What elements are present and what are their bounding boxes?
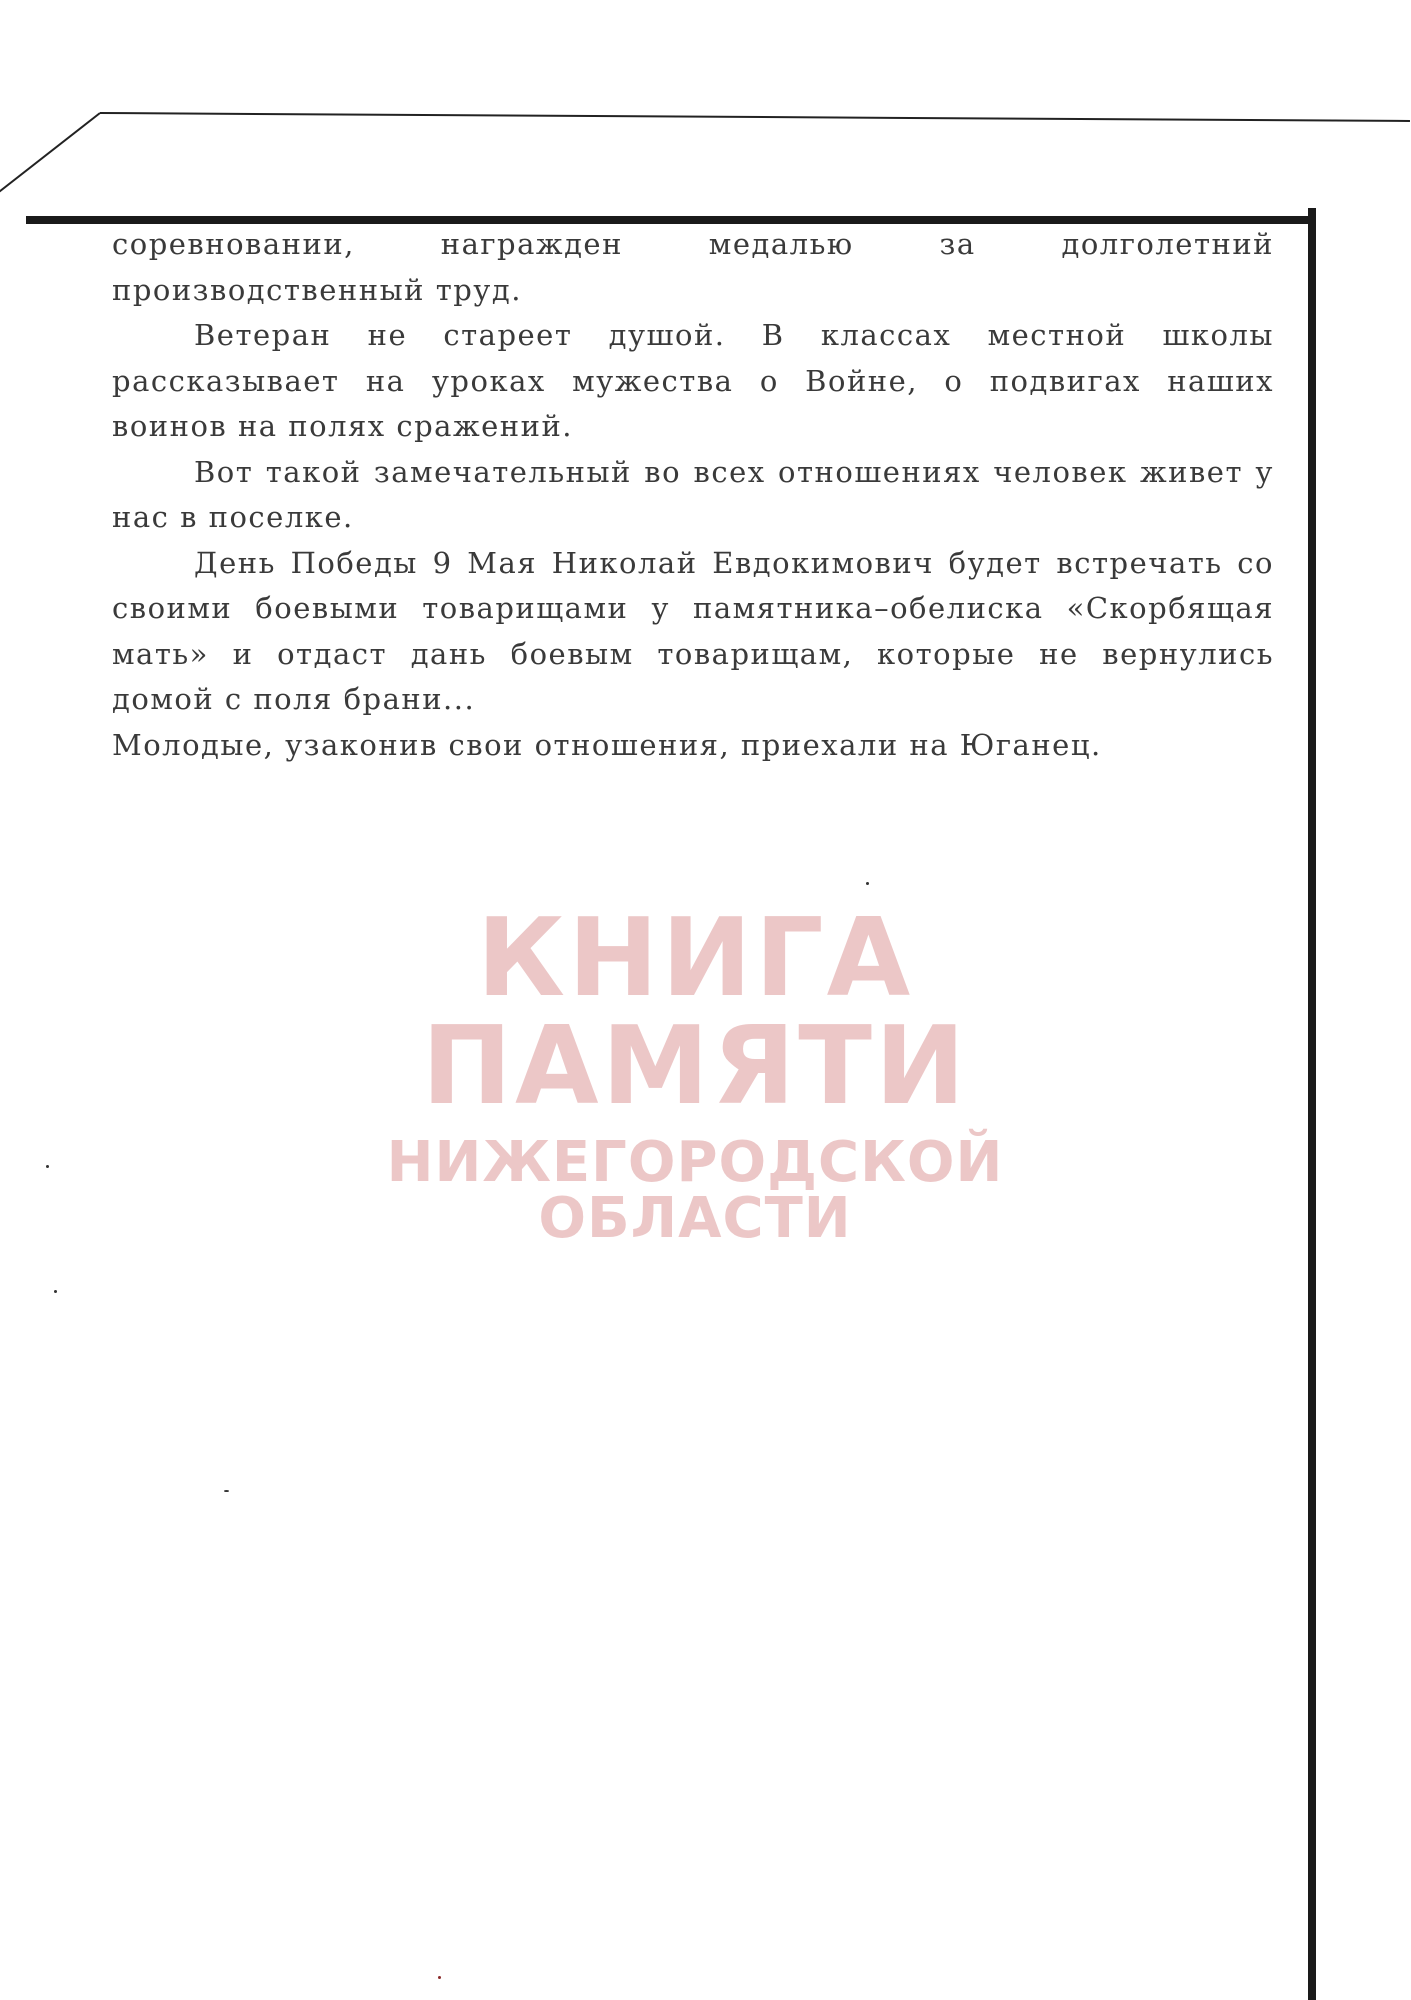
paragraph-1: соревновании, награжден медалью за долголетний производственный труд. xyxy=(112,227,1274,307)
document-text xyxy=(112,222,1274,768)
paragraph-2: Ветеран не стареет душой. В классах местной школы рассказывает на уроках мужества о Войне, о подвигах наших воинов на полях сражений. xyxy=(112,318,1274,443)
page-top-edge xyxy=(100,112,1410,122)
scan-speck xyxy=(46,1165,49,1168)
paragraph-4: День Победы 9 Мая Николай Евдокимович будет встречать со своими боевыми товарищами у памятника–обелиска «Скорбящая мать» и отдаст дань боевым товарищам, которые не вернулись домой с поля брани... xyxy=(112,545,1274,716)
page-corner-fold xyxy=(0,112,101,200)
scan-speck xyxy=(54,1290,57,1293)
frame-right-border xyxy=(1308,208,1316,2000)
paragraph-3: Вот такой замечательный во всех отношениях человек живет у нас в поселке. xyxy=(112,454,1274,534)
watermark xyxy=(230,896,1160,1251)
scan-speck xyxy=(438,1976,441,1979)
paragraph-5: Молодые, узаконив свои отношения, приехали на Юганец. xyxy=(112,727,1102,762)
watermark-line-2: НИЖЕГОРОДСКОЙ ОБЛАСТИ xyxy=(386,1130,1004,1251)
watermark-line-1: КНИГА ПАМЯТИ xyxy=(421,896,969,1129)
scan-speck xyxy=(866,882,869,885)
scan-speck xyxy=(224,1490,229,1492)
